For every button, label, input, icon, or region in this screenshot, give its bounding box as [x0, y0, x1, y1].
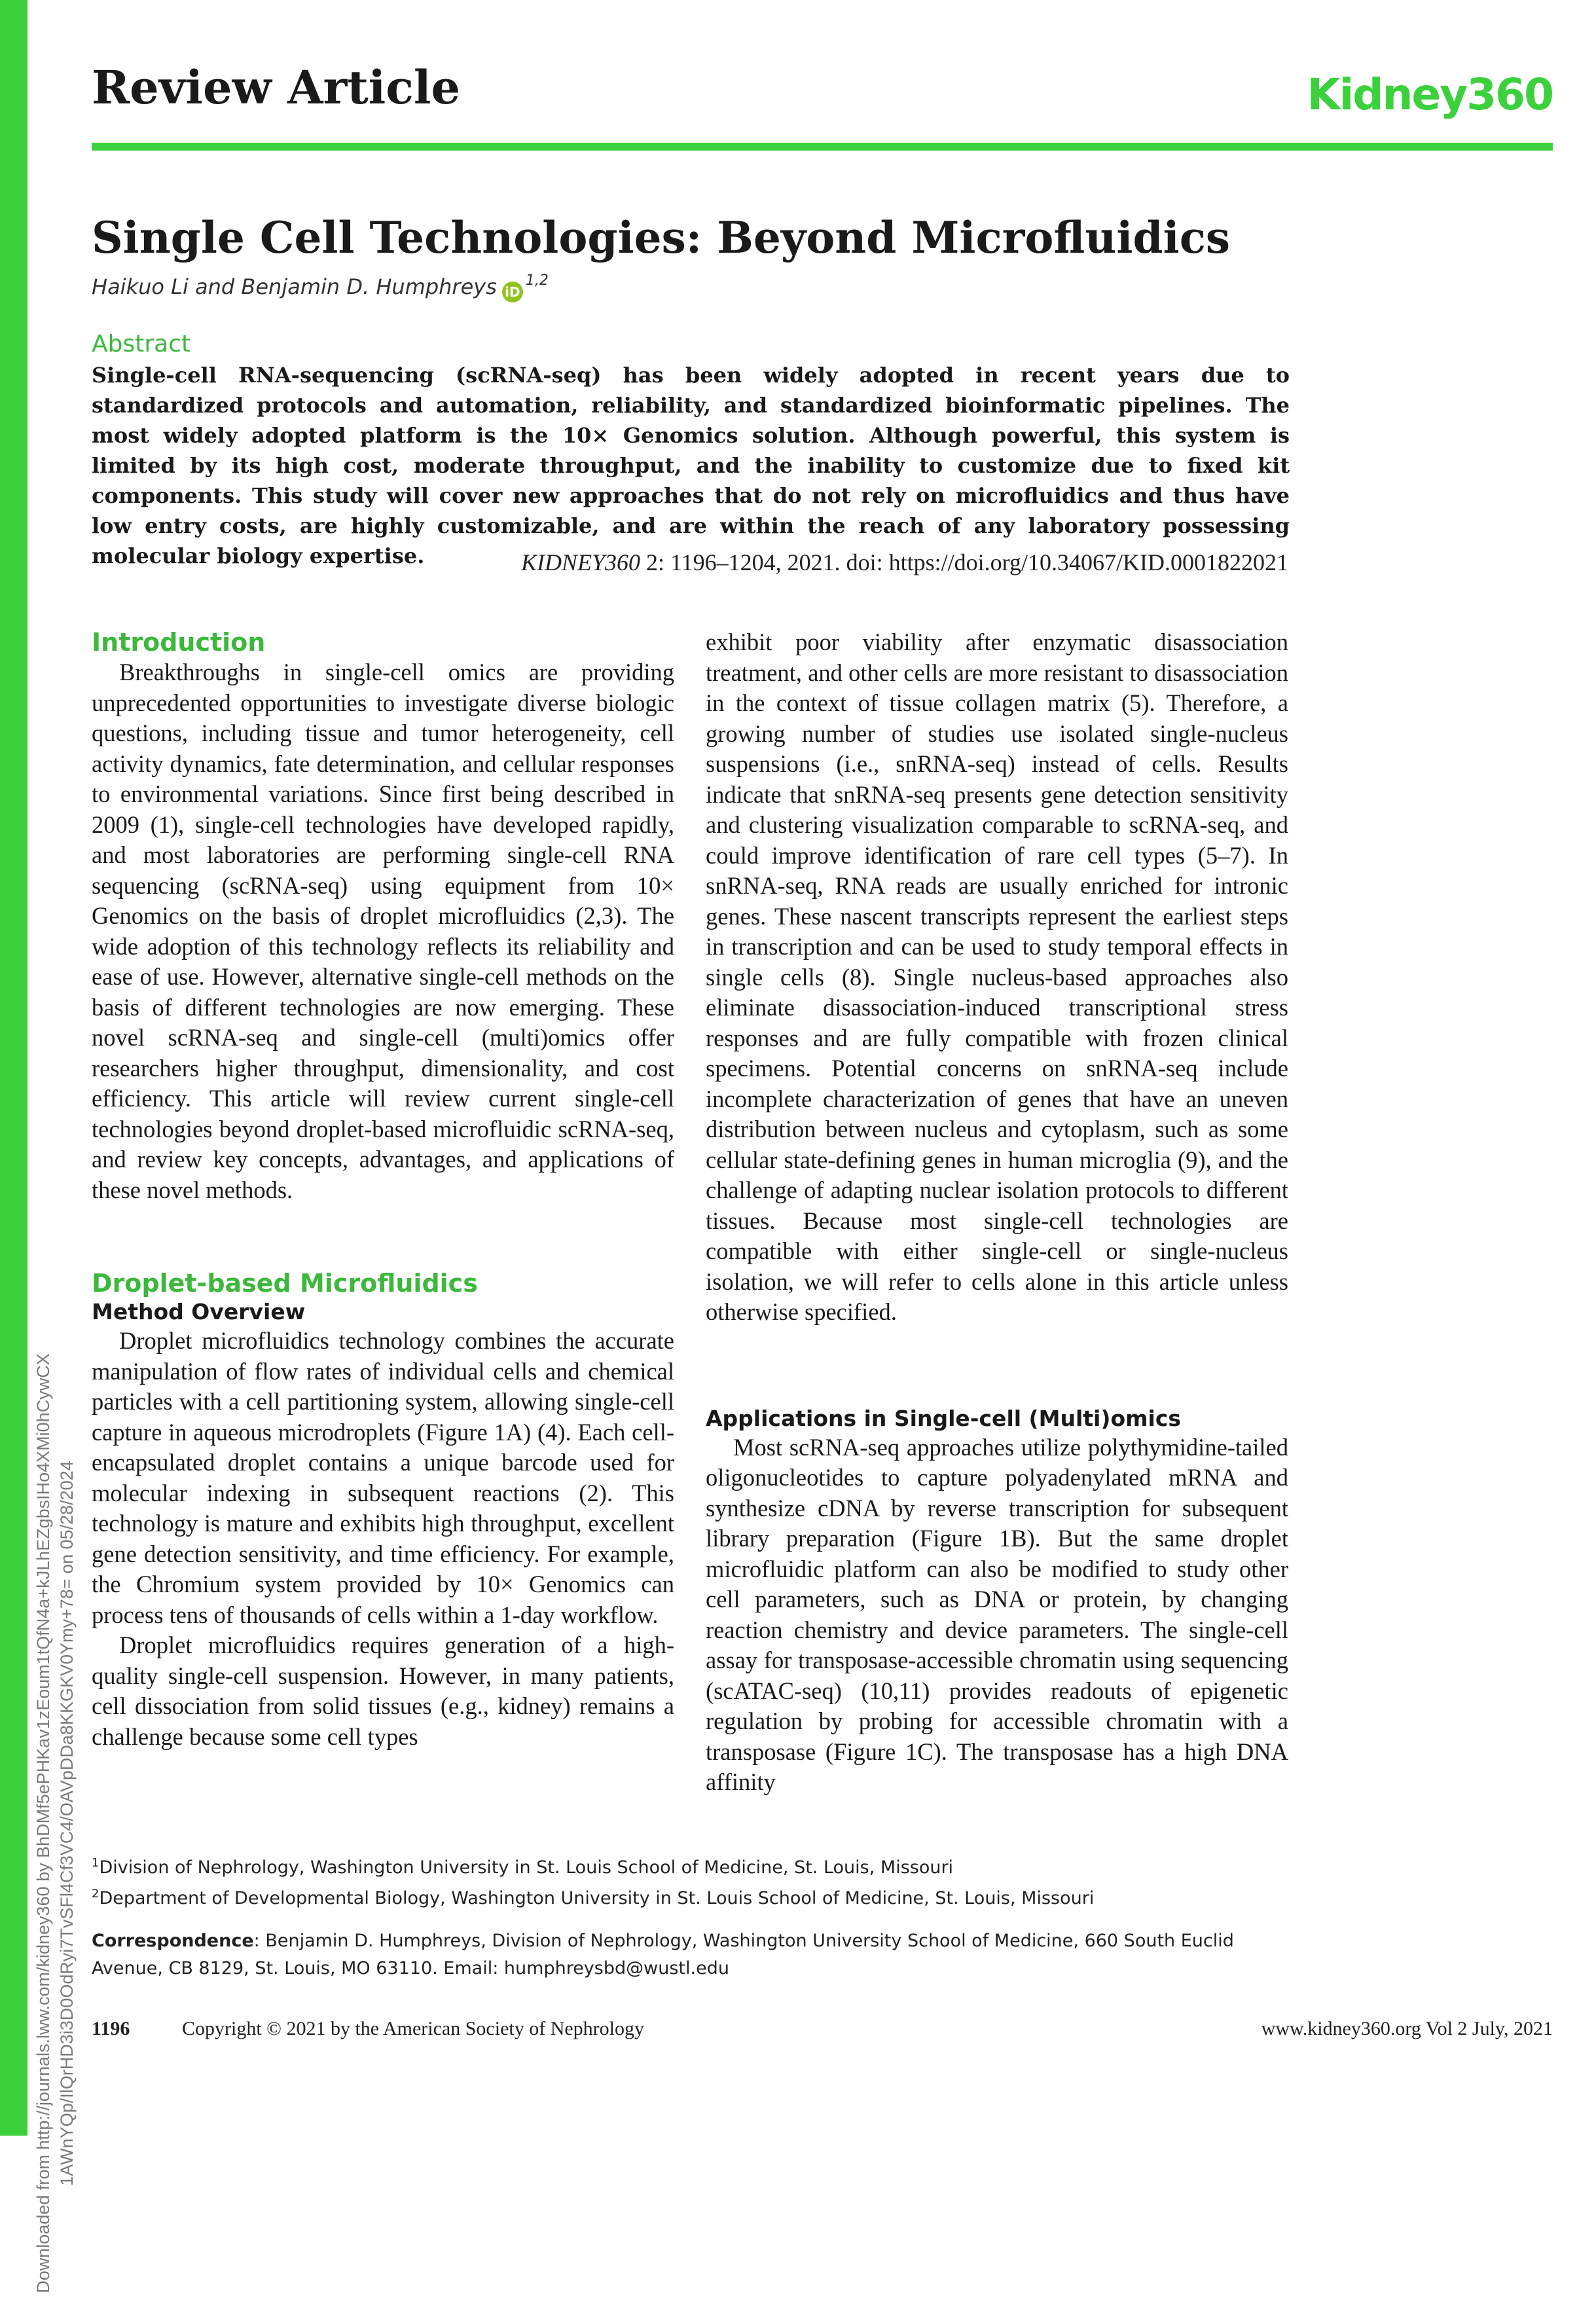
affiliations	[92, 1850, 1466, 1912]
left-column	[92, 627, 674, 1752]
affiliation-1: $^1$Division of Nephrology, Washington University in St. Louis School of Medicine, St. Louis, Missouri	[92, 1856, 954, 1878]
method-paragraph-1: Droplet microfluidics technology combines the accurate manipulation of flow rates of individual cells and chemical particles with a cell partitioning system, allowing single-cell capture in aqueous microdroplets (Figure 1A) (4). Each cell-encapsulated droplet contains a unique barcode used for molecular indexing in subsequent reactions (2). This technology is mature and exhibits high throughput, excellent gene detection sensitivity, and time efficiency. For example, the Chromium system provided by 10× Genomics can process tens of thousands of cells within a 1-day workflow.	[92, 1327, 674, 1628]
section-label: Review Article	[92, 60, 461, 115]
page-number: 1196	[92, 2018, 130, 2039]
abstract-heading: Abstract	[92, 331, 191, 357]
method-paragraph-2: Droplet microfluidics requires generation of a high-quality single-cell suspension. However, in many patients, cell dissociation from solid tissues (e.g., kidney) remains a challenge because some cell types	[92, 1632, 674, 1750]
right-column	[706, 627, 1288, 1798]
orcid-icon[interactable]: iD	[502, 282, 523, 302]
author-names: Haikuo Li and Benjamin D. Humphreys	[92, 274, 497, 299]
method-overview-heading: Method Overview	[92, 1299, 306, 1324]
journal-logo[interactable]: Kidney360	[1307, 69, 1553, 120]
header-rule	[92, 143, 1553, 151]
citation-details[interactable]: 2: 1196–1204, 2021. doi: https://doi.org/10.34067/KID.0001822021	[640, 549, 1288, 575]
affiliation-2: $^2$Department of Developmental Biology, Washington University in St. Louis School of Medicine, St. Louis, Missouri	[92, 1887, 1095, 1908]
copyright-notice: Copyright © 2021 by the American Society of Nephrology	[182, 2018, 645, 2039]
abstract-text	[92, 360, 1290, 571]
introduction-heading: Introduction	[92, 628, 266, 657]
correspondence	[92, 1927, 1263, 1982]
correspondence-label: Correspondence	[92, 1931, 254, 1951]
section-spacer	[706, 1328, 1288, 1405]
continued-paragraph: exhibit poor viability after enzymatic disassociation treatment, and other cells are more resistant to disassociation in the context of tissue collagen matrix (5). Therefore, a growing number of studies use isolated single-nucleus suspensions (i.e., snRNA-seq) instead of cells. Results indicate that snRNA-seq presents gene detection sensitivity and clustering visualization comparable to scRNA-seq, and could improve identification of rare cell types (5–7). In snRNA-seq, RNA reads are usually enriched for intronic genes. These nascent transcripts represent the earliest steps in transcription and can be used to study temporal effects in single cells (8). Single nucleus-based approaches also eliminate disassociation-induced transcriptional stress responses and are fully compatible with frozen clinical specimens. Potential concerns on snRNA-seq include incomplete characterization of genes that have an uneven distribution between nucleus and cytoplasm, such as some cellular state-defining genes in human microglia (9), and the challenge of adapting nuclear isolation protocols to different tissues. Because most single-cell technologies are compatible with either single-cell or single-nucleus isolation, we will refer to cells alone in this article unless otherwise specified.	[706, 629, 1288, 1325]
citation-line	[521, 549, 1288, 576]
applications-paragraph: Most scRNA-seq approaches utilize polythymidine-tailed oligonucleotides to capture polyadenylated mRNA and synthesize cDNA by reverse transcription for subsequent library preparation (Figure 1B). But the same droplet microfluidic platform can also be modified to study other cell parameters, such as DNA or protein, by changing reaction chemistry and device parameters. The single-cell assay for transposase-accessible chromatin using sequencing (scATAC-seq) (10,11) provides readouts of epigenetic regulation by probing for accessible chromatin with a transposase (Figure 1C). The transposase has a high DNA affinity	[706, 1433, 1288, 1795]
affiliation-superscript: 1,2	[525, 272, 549, 289]
citation-journal: KIDNEY360	[520, 549, 640, 575]
droplet-heading: Droplet-based Microfluidics	[92, 1269, 478, 1298]
section-spacer	[92, 1205, 674, 1268]
journal-info[interactable]: www.kidney360.org Vol 2 July, 2021	[1261, 2018, 1553, 2039]
left-accent-bar	[0, 0, 27, 2136]
abstract-paragraph: Single-cell RNA-sequencing (scRNA-seq) has been widely adopted in recent years due to standardized protocols and automation, reliability, and standardized bioinformatic pipelines. The most widely adopted platform is the 10× Genomics solution. Although powerful, this system is limited by its high cost, moderate throughput, and the inability to customize due to fixed kit components. This study will cover new approaches that do not rely on microfluidics and thus have low entry costs, are highly customizable, and are within the reach of any laboratory possessing molecular biology expertise.	[92, 363, 1290, 568]
correspondence-text: : Benjamin D. Humphreys, Division of Nephrology, Washington University School of Medicine, 660 South Euclid Avenue, CB 8129, St. Louis, MO 63110. Email: humphreysbd@wustl.edu	[92, 1931, 1234, 1979]
introduction-paragraph: Breakthroughs in single-cell omics are providing unprecedented opportunities to investigate diverse biologic questions, including tissue and tumor heterogeneity, cell activity dynamics, fate determination, and cellular responses to environmental variations. Since first being described in 2009 (1), single-cell technologies have developed rapidly, and most laboratories are performing single-cell RNA sequencing (scRNA-seq) using equipment from 10× Genomics on the basis of droplet microfluidics (2,3). The wide adoption of this technology reflects its reliability and ease of use. However, alternative single-cell methods on the basis of different technologies are now emerging. These novel scRNA-seq and single-cell (multi)omics offer researchers higher throughput, dimensionality, and cost efficiency. This article will review current single-cell technologies beyond droplet-based microfluidic scRNA-seq, and review key concepts, advantages, and applications of these novel methods.	[92, 659, 674, 1203]
author-line	[92, 272, 549, 302]
download-watermark: Downloaded from http://journals.lww.com/kidney360 by BhDMf5ePHKav1zEoum1tQfN4a+kJLhEZgbsIHo4XMi0hCywCX1AWnYQp/IlQrHD3i3D0OdRyi7TvSFl4Cf3VC4/OAVpDDa8KKGKV0Ymy+78= on 05/28/2024	[33, 1353, 77, 2293]
applications-heading: Applications in Single-cell (Multi)omics	[706, 1405, 1182, 1431]
article-title: Single Cell Technologies: Beyond Microfluidics	[92, 212, 1231, 264]
